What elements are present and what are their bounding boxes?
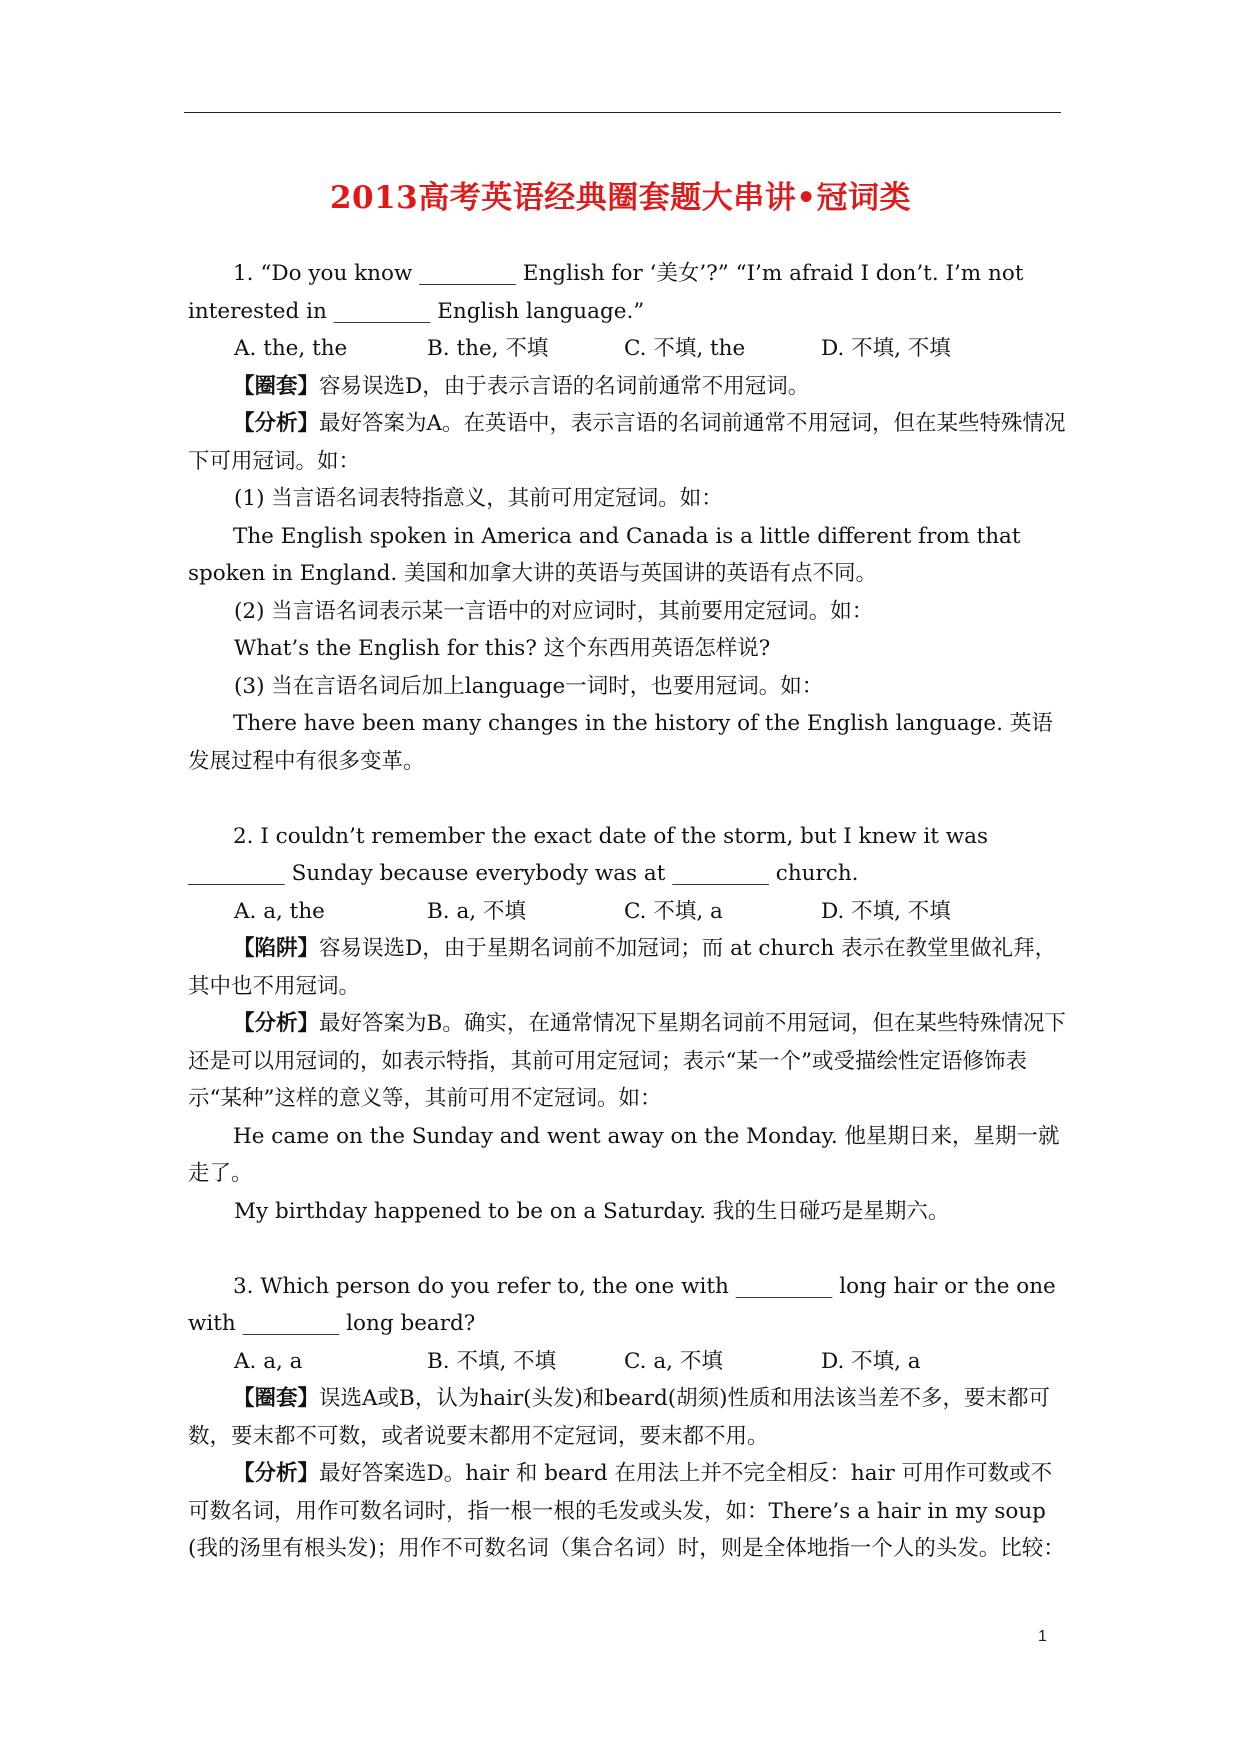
q2-options [188, 893, 1068, 931]
q1-option-d: D. 不填, 不填 [821, 336, 951, 361]
q2-trap-text: 容易误选D，由于星期名词前不加冠词；而 at church 表示在教堂里做礼拜，其中也不用冠词。 [188, 936, 1057, 999]
page-number: 1 [1038, 1628, 1047, 1645]
q2-example-1: He came on the Sunday and went away on the Monday. 他星期日来，星期一就走了。 [188, 1123, 1060, 1186]
q2-option-d: D. 不填, 不填 [821, 898, 951, 924]
q1-example-3: There have been many changes in the history of the English language. 英语发展过程中有很多变革。 [188, 711, 1053, 774]
q1-point-1: (1) 当言语名词表特指意义，其前可用定冠词。如： [234, 486, 723, 511]
q3-trap [188, 1380, 1068, 1455]
q1-option-c: C. 不填, the [624, 336, 746, 361]
q3-stem: 3. Which person do you refer to, the one with _________ long hair or the one with _________ long beard? [188, 1273, 1056, 1336]
q2-option-a: A. a, the [234, 898, 325, 924]
q2-trap [188, 930, 1068, 1005]
q1-stem: 1. “Do you know _________ English for ‘美女’?” “I’m afraid I don’t. I’m not interested in _________ English language.” [188, 261, 1024, 324]
q3-option-d: D. 不填, a [821, 1348, 921, 1374]
q1-trap [188, 368, 1068, 406]
q3-analysis-text: 最好答案选D。hair 和 beard 在用法上并不完全相反：hair 可用作可数或不可数名词，用作可数名词时，指一根一根的毛发或头发，如：There’s a hair in my soup (我的汤里有根头发)；用作不可数名词（集合名词）时，则是全体地指一个人的头发。比较： [188, 1461, 1065, 1561]
q2-stem: 2. I couldn’t remember the exact date of the storm, but I knew it was _________ Sunday because everybody was at _________ church. [188, 823, 988, 886]
q2-option-c: C. 不填, a [624, 898, 723, 924]
q2-analysis [188, 1005, 1068, 1118]
page-title: 2013高考英语经典圈套题大串讲•冠词类 [329, 180, 912, 216]
q2-analysis-label: 【分析】 [233, 1011, 320, 1036]
spacer [188, 1230, 1068, 1268]
q1-option-a: A. the, the [234, 336, 348, 361]
spacer [188, 780, 1068, 818]
document-body [188, 255, 1068, 1568]
q3-trap-label: 【圈套】 [233, 1386, 320, 1411]
header-rule [184, 112, 1061, 113]
q3-analysis-label: 【分析】 [233, 1461, 320, 1486]
q1-example-2: What’s the English for this? 这个东西用英语怎样说? [234, 636, 771, 661]
q1-options [188, 330, 1068, 368]
q3-options [188, 1343, 1068, 1381]
q1-trap-label: 【圈套】 [233, 373, 320, 399]
q1-point-2: (2) 当言语名词表示某一言语中的对应词时，其前要用定冠词。如： [234, 598, 874, 624]
q3-option-a: A. a, a [234, 1348, 303, 1374]
q3-trap-text: 误选A或B，认为hair(头发)和beard(胡须)性质和用法该当差不多，要末都可数，要末都不可数，或者说要末都用不定冠词，要末都不用。 [188, 1386, 1051, 1449]
q1-point-3: (3) 当在言语名词后加上language一词时，也要用冠词。如： [234, 673, 824, 699]
q1-option-b: B. the, 不填 [427, 336, 549, 361]
q2-example-2: My birthday happened to be on a Saturday. 我的生日碰巧是星期六。 [234, 1198, 950, 1224]
q1-analysis [188, 405, 1068, 480]
q1-example-1: The English spoken in America and Canada is a little different from that spoken in England. 美国和加拿大讲的英语与英国讲的英语有点不同。 [188, 523, 1021, 586]
q3-analysis [188, 1455, 1068, 1568]
q1-analysis-label: 【分析】 [233, 411, 320, 436]
q2-analysis-text: 最好答案为B。确实，在通常情况下星期名词前不用冠词，但在某些特殊情况下还是可以用冠词的，如表示特指，其前可用定冠词；表示“某一个”或受描绘性定语修饰表示“某种”这样的意义等，其前可用不定冠词。如： [188, 1011, 1066, 1111]
q1-trap-text: 容易误选D，由于表示言语的名词前通常不用冠词。 [319, 373, 810, 399]
q1-analysis-text: 最好答案为A。在英语中，表示言语的名词前通常不用冠词，但在某些特殊情况下可用冠词。如： [188, 411, 1066, 474]
q2-trap-label: 【陷阱】 [233, 936, 320, 961]
q3-option-c: C. a, 不填 [624, 1348, 723, 1374]
q3-option-b: B. 不填, 不填 [427, 1348, 557, 1374]
q2-option-b: B. a, 不填 [427, 898, 526, 924]
